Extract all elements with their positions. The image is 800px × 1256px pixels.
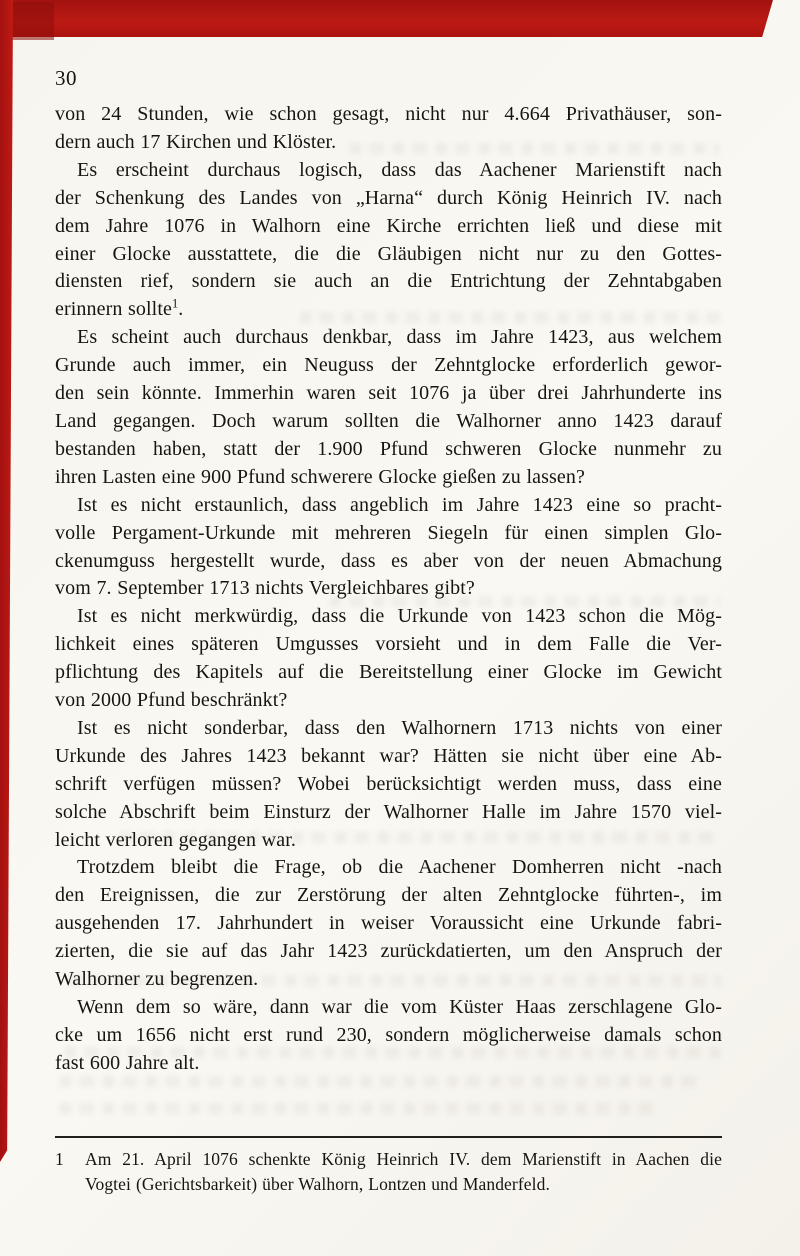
- paragraph: [55, 603, 722, 715]
- text-line: cke um 1656 nicht erst rund 230, sondern möglicherweise damals schon: [55, 1023, 722, 1046]
- paragraph: [55, 324, 722, 491]
- text-line: Es scheint auch durchaus denkbar, dass im Jahre 1423, aus welchem: [77, 326, 722, 349]
- text-line: leicht verloren gegangen war.: [55, 828, 296, 851]
- text-line: fast 600 Jahre alt.: [55, 1051, 200, 1074]
- text-line: ckenumguss hergestellt wurde, dass es aber von der neuen Abmachung: [55, 549, 722, 572]
- text-line: den sein könnte. Immerhin waren seit 1076 ja über drei Jahrhunderte ins: [55, 382, 722, 405]
- text-line: Grunde auch immer, ein Neuguss der Zehntglocke erforderlich gewor-: [55, 354, 722, 377]
- paragraph: [55, 715, 722, 855]
- text-line: einer Glocke ausstattete, die die Gläubigen nicht nur zu den Gottes-: [55, 242, 722, 265]
- text-line: von 24 Stunden, wie schon gesagt, nicht nur 4.664 Privathäuser, son-: [55, 103, 722, 125]
- paragraph: [55, 157, 722, 324]
- book-cover-corner-shade: [12, 2, 54, 40]
- text-block: [55, 101, 722, 1078]
- paragraph: [55, 994, 722, 1078]
- text-line: Wenn dem so wäre, dann war die vom Küster Haas zerschlagene Glo-: [77, 996, 722, 1018]
- text-line: Vogtei (Gerichtsbarkeit) über Walhorn, Lontzen und Manderfeld.: [85, 1174, 550, 1195]
- book-cover-left-edge: [0, 0, 13, 1162]
- text-line: Ist es nicht erstaunlich, dass angeblich im Jahre 1423 eine so pracht-: [77, 493, 722, 516]
- text-line: ihren Lasten eine 900 Pfund schwerere Glocke gießen zu lassen?: [55, 465, 585, 488]
- text-line: von 2000 Pfund beschränkt?: [55, 689, 288, 712]
- text-line: dem Jahre 1076 in Walhorn eine Kirche errichten ließ und diese mit: [55, 214, 722, 237]
- footnote-lines: [85, 1147, 722, 1198]
- text-line: Ist es nicht merkwürdig, dass die Urkunde von 1423 schon die Mög-: [77, 605, 722, 628]
- paragraph: [55, 101, 722, 157]
- footnote: [55, 1147, 722, 1198]
- text-line: dern auch 17 Kirchen und Klöster.: [55, 130, 337, 153]
- book-cover-top-edge: [0, 0, 773, 37]
- footnote-marker: 1: [55, 1148, 64, 1169]
- text-line: pflichtung des Kapitels auf die Bereitstellung einer Glocke im Gewicht: [55, 661, 722, 684]
- footnote-ref: 1: [171, 296, 179, 311]
- page-number: 30: [55, 66, 77, 90]
- paragraph: [55, 854, 722, 994]
- text-line: erinnern sollte$^1$.: [55, 296, 184, 321]
- text-line: zierten, die sie auf das Jahr 1423 zurückdatierten, um den Anspruch der: [55, 940, 722, 963]
- text-line: schrift verfügen müssen? Wobei berücksichtigt werden muss, dass eine: [55, 772, 722, 795]
- text-line: Ist es nicht sonderbar, dass den Walhornern 1713 nichts von einer: [77, 716, 722, 739]
- text-line: diensten rief, sondern sie auch an die Entrichtung der Zehntabgaben: [55, 270, 722, 293]
- text-line: volle Pergament-Urkunde mit mehreren Siegeln für einen simplen Glo-: [55, 521, 722, 544]
- footnote-rule: [55, 1136, 722, 1138]
- text-line: vom 7. September 1713 nichts Vergleichbares gibt?: [55, 577, 475, 600]
- text-line: Land gegangen. Doch warum sollten die Walhorner anno 1423 darauf: [55, 409, 722, 432]
- text-line: Am 21. April 1076 schenkte König Heinrich IV. dem Marienstift in Aachen die: [85, 1148, 722, 1169]
- paragraph: [55, 492, 722, 604]
- page-content: [55, 66, 722, 1198]
- text-line: solche Abschrift beim Einsturz der Walhorner Halle im Jahre 1570 viel-: [55, 800, 722, 823]
- text-line: bestanden haben, statt der 1.900 Pfund schweren Glocke nunmehr zu: [55, 437, 722, 460]
- text-line: ausgehenden 17. Jahrhundert in weiser Voraussicht eine Urkunde fabri-: [55, 912, 722, 935]
- text-line: den Ereignissen, die zur Zerstörung der alten Zehntglocke führten-, im: [55, 884, 722, 907]
- text-line: Trotzdem bleibt die Frage, ob die Aachener Domherren nicht -nach: [77, 856, 722, 879]
- text-line: Urkunde des Jahres 1423 bekannt war? Hätten sie nicht über eine Ab-: [55, 744, 722, 767]
- text-line: Es erscheint durchaus logisch, dass das Aachener Marienstift nach: [77, 158, 722, 181]
- text-line: lichkeit eines späteren Umgusses vorsieht und in dem Falle die Ver-: [55, 633, 722, 656]
- text-line: Walhorner zu begrenzen.: [55, 968, 259, 991]
- text-line: der Schenkung des Landes von „Harna“ durch König Heinrich IV. nach: [55, 186, 722, 209]
